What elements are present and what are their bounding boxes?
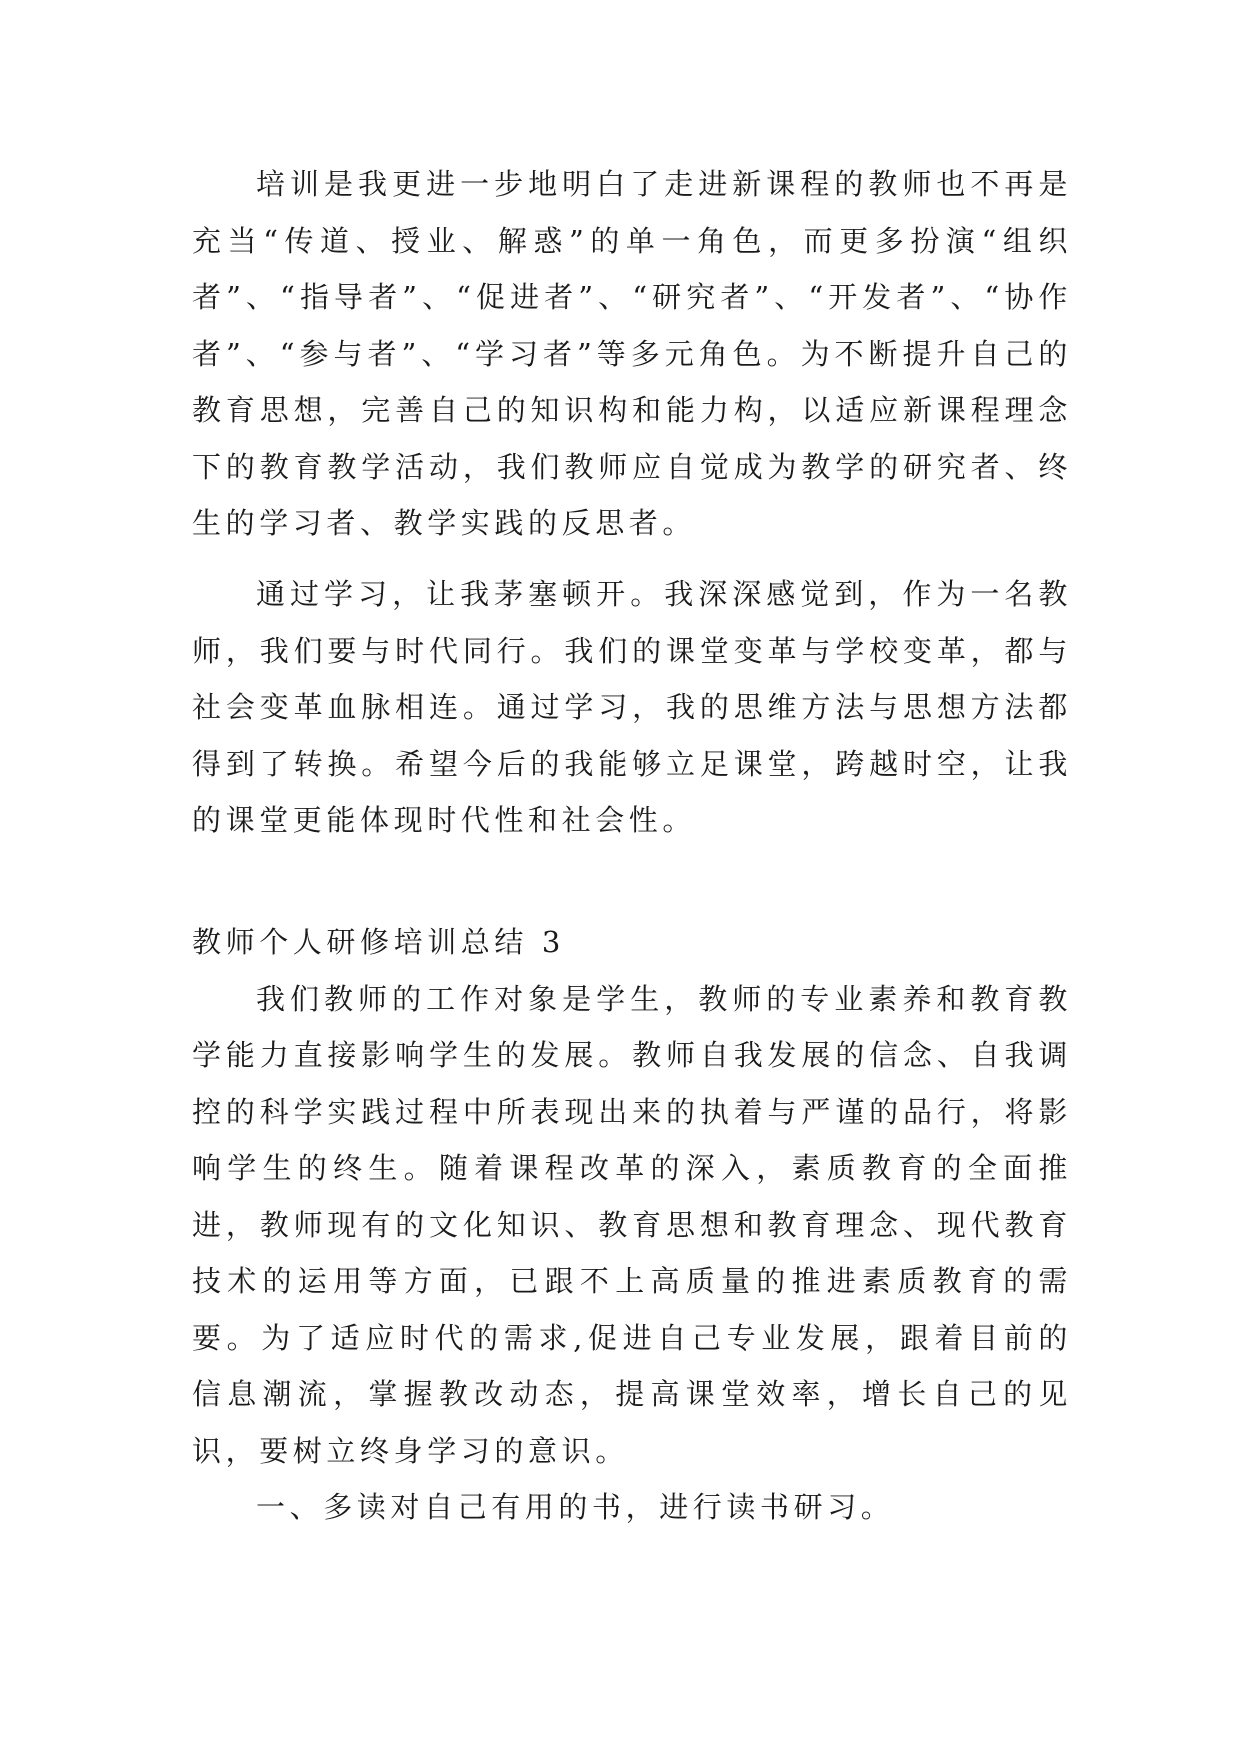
paragraph-group-reflection bbox=[192, 566, 1072, 849]
paragraph-group-intro bbox=[192, 156, 1072, 552]
section-title: 教师个人研修培训总结 3 bbox=[192, 925, 565, 959]
section-training-summary-3 bbox=[192, 914, 1072, 1536]
paragraph-reading-point: 一、多读对自己有用的书，进行读书研习。 bbox=[256, 1490, 895, 1524]
paragraph-teacher-roles: 培训是我更进一步地明白了走进新课程的教师也不再是充当“传道、授业、解惑”的单一角色，而更多扮演“组织者”、“指导者”、“促进者”、“研究者”、“开发者”、“协作者”、“参与者”、“学习者”等多元角色。为不断提升自己的教育思想，完善自己的知识构和能力构，以适应新课程理念下的教育教学活动，我们教师应自觉成为教学的研究者、终生的学习者、教学实践的反思者。 bbox=[192, 167, 1072, 540]
paragraph-lifelong-learning: 我们教师的工作对象是学生，教师的专业素养和教育教学能力直接影响学生的发展。教师自我发展的信念、自我调控的科学实践过程中所表现出来的执着与严谨的品行，将影响学生的终生。随着课程改革的深入，素质教育的全面推进，教师现有的文化知识、教育思想和教育理念、现代教育技术的运用等方面，已跟不上高质量的推进素质教育的需要。为了适应时代的需求,促进自己专业发展，跟着目前的信息潮流，掌握教改动态，提高课堂效率，增长自己的见识，要树立终身学习的意识。 bbox=[192, 981, 1072, 1468]
paragraph-learning-reflection: 通过学习，让我茅塞顿开。我深深感觉到，作为一名教师，我们要与时代同行。我们的课堂变革与学校变革，都与社会变革血脉相连。通过学习，我的思维方法与思想方法都得到了转换。希望今后的我能够立足课堂，跨越时空，让我的课堂更能体现时代性和社会性。 bbox=[192, 577, 1072, 837]
